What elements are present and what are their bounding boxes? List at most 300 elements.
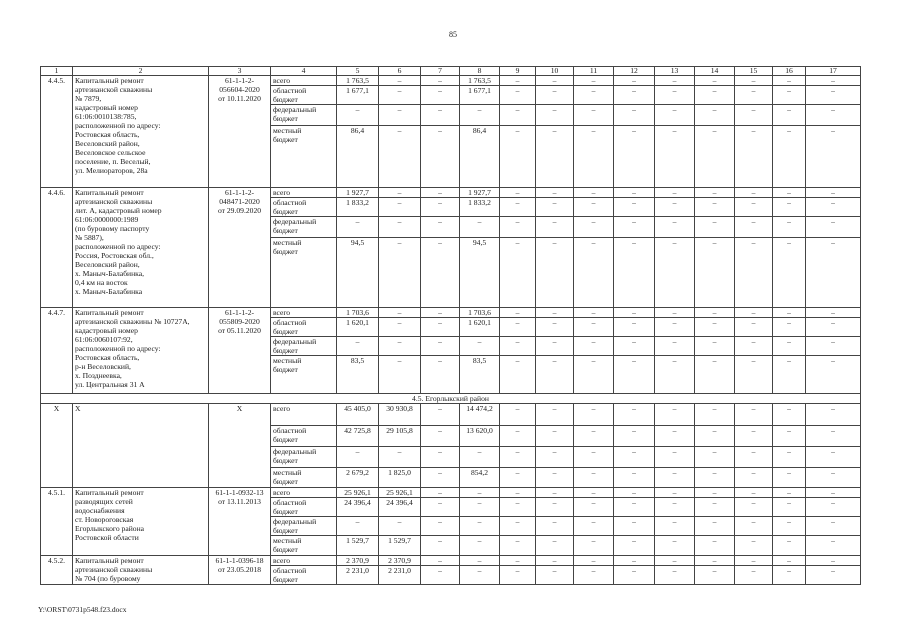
amount-cell: – [500, 198, 536, 217]
amount-cell: 1 833,2 [460, 198, 500, 217]
column-number: 8 [460, 67, 500, 76]
amount-cell: – [500, 566, 536, 585]
amount-cell: – [500, 105, 536, 126]
column-number: 3 [209, 67, 271, 76]
amount-cell: – [379, 188, 421, 198]
amount-cell: – [614, 488, 655, 498]
column-number-row [41, 67, 861, 76]
amount-cell: – [695, 536, 735, 556]
amount-cell: 13 620,0 [460, 426, 500, 447]
amount-cell: – [421, 217, 460, 238]
budget-table [40, 66, 861, 585]
amount-cell: – [773, 126, 806, 188]
amount-cell: – [536, 238, 574, 308]
amount-cell: – [655, 198, 695, 217]
amount-cell: 2 370,9 [337, 556, 379, 566]
item-number: 4.4.6. [41, 188, 73, 308]
table-row [41, 188, 861, 198]
amount-cell: – [500, 356, 536, 394]
amount-cell: 45 405,0 [337, 404, 379, 426]
amount-cell: – [655, 318, 695, 337]
amount-cell: 1 703,6 [337, 308, 379, 318]
amount-cell: – [536, 468, 574, 488]
amount-cell: – [806, 76, 861, 86]
amount-cell: 1 677,1 [460, 86, 500, 105]
object-name: Капитальный ремонт разводящих сетей водоснабжения ст. Новороговская Егорлыкского района Ростовской области [73, 488, 209, 556]
item-number: 4.5.2. [41, 556, 73, 585]
amount-cell: – [421, 447, 460, 468]
amount-cell: – [379, 308, 421, 318]
amount-cell: – [574, 556, 614, 566]
amount-cell: 2 231,0 [379, 566, 421, 585]
amount-cell: – [574, 536, 614, 556]
amount-cell: – [536, 105, 574, 126]
amount-cell: – [735, 238, 773, 308]
amount-cell: – [695, 188, 735, 198]
amount-cell: – [379, 76, 421, 86]
amount-cell: – [806, 447, 861, 468]
amount-cell: – [421, 318, 460, 337]
amount-cell: – [806, 126, 861, 188]
amount-cell: 1 825,0 [379, 468, 421, 488]
amount-cell: – [574, 337, 614, 356]
amount-cell: – [614, 468, 655, 488]
document-number: 61-1-1-2- 048471-2020 от 29.09.2020 [209, 188, 271, 308]
amount-cell: – [655, 76, 695, 86]
amount-cell: 94,5 [337, 238, 379, 308]
amount-cell: – [536, 447, 574, 468]
amount-cell: – [695, 238, 735, 308]
amount-cell: – [574, 517, 614, 536]
amount-cell: – [695, 318, 735, 337]
amount-cell: – [695, 76, 735, 86]
amount-cell: – [536, 318, 574, 337]
table-row [41, 404, 861, 426]
funding-source: местный бюджет [271, 238, 337, 308]
amount-cell: – [735, 126, 773, 188]
amount-cell: 42 725,8 [337, 426, 379, 447]
amount-cell: – [655, 308, 695, 318]
amount-cell: – [574, 86, 614, 105]
amount-cell: – [773, 198, 806, 217]
amount-cell: – [536, 126, 574, 188]
amount-cell: – [574, 238, 614, 308]
amount-cell: – [574, 198, 614, 217]
amount-cell: – [500, 126, 536, 188]
column-number: 16 [773, 67, 806, 76]
amount-cell: – [695, 566, 735, 585]
amount-cell: – [655, 86, 695, 105]
amount-cell: 1 763,5 [337, 76, 379, 86]
amount-cell: – [735, 426, 773, 447]
amount-cell: 1 620,1 [460, 318, 500, 337]
amount-cell: – [695, 308, 735, 318]
amount-cell: – [421, 238, 460, 308]
amount-cell: 1 833,2 [337, 198, 379, 217]
amount-cell: 25 926,1 [337, 488, 379, 498]
amount-cell: – [379, 238, 421, 308]
amount-cell: 1 763,5 [460, 76, 500, 86]
amount-cell: 86,4 [460, 126, 500, 188]
amount-cell: – [806, 198, 861, 217]
amount-cell: – [773, 238, 806, 308]
amount-cell: – [773, 217, 806, 238]
amount-cell: – [421, 188, 460, 198]
amount-cell: – [735, 488, 773, 498]
amount-cell: – [379, 356, 421, 394]
amount-cell: – [614, 404, 655, 426]
amount-cell: – [379, 105, 421, 126]
amount-cell: 83,5 [460, 356, 500, 394]
amount-cell: – [655, 498, 695, 517]
amount-cell: – [735, 536, 773, 556]
amount-cell: – [806, 308, 861, 318]
amount-cell: – [614, 556, 655, 566]
amount-cell: – [536, 337, 574, 356]
amount-cell: – [574, 126, 614, 188]
funding-source: федеральный бюджет [271, 217, 337, 238]
amount-cell: – [655, 356, 695, 394]
footer-file-path: Y:\ORST\0731p548.f23.docx [38, 605, 127, 614]
amount-cell: – [773, 337, 806, 356]
amount-cell: – [773, 556, 806, 566]
amount-cell: – [695, 556, 735, 566]
amount-cell: – [695, 468, 735, 488]
amount-cell: – [460, 556, 500, 566]
item-number: 4.5.1. [41, 488, 73, 556]
object-name: Капитальный ремонт артезианской скважины № 704 (по буровому [73, 556, 209, 585]
amount-cell: – [536, 86, 574, 105]
amount-cell: – [460, 517, 500, 536]
column-number: 12 [614, 67, 655, 76]
amount-cell: 24 396,4 [337, 498, 379, 517]
amount-cell: – [773, 76, 806, 86]
amount-cell: – [735, 566, 773, 585]
amount-cell: – [735, 356, 773, 394]
amount-cell: 1 927,7 [337, 188, 379, 198]
amount-cell: – [806, 105, 861, 126]
amount-cell: – [536, 188, 574, 198]
amount-cell: – [421, 566, 460, 585]
amount-cell: – [574, 217, 614, 238]
amount-cell: – [421, 126, 460, 188]
object-name: Капитальный ремонт артезианской скважины № 10727А, кадастровый номер 61:06:0060107:92, расположенной по адресу: Ростовская область, р-н Веселовский, х. Позднеевка, ул. Центральная 31 А [73, 308, 209, 394]
amount-cell: – [773, 447, 806, 468]
amount-cell: – [421, 76, 460, 86]
amount-cell: – [735, 86, 773, 105]
amount-cell: 1 620,1 [337, 318, 379, 337]
funding-source: областной бюджет [271, 198, 337, 217]
amount-cell: – [806, 356, 861, 394]
document-number: 61-1-1-2- 055809-2020 от 05.11.2020 [209, 308, 271, 394]
amount-cell: – [614, 566, 655, 585]
amount-cell: – [421, 517, 460, 536]
amount-cell: – [500, 468, 536, 488]
amount-cell: – [695, 426, 735, 447]
funding-source: областной бюджет [271, 426, 337, 447]
amount-cell: – [773, 536, 806, 556]
amount-cell: 1 703,6 [460, 308, 500, 318]
amount-cell: – [379, 517, 421, 536]
object-name: Капитальный ремонт артезианской скважины лит. А, кадастровый номер 61:06:0000000:1989 (по буровому паспорту № 5887), расположенной по адресу: Россия, Ростовская обл., Веселовский район, х. Маныч-Балабинка, 0,4 км на восток х. Маныч-Балабинка [73, 188, 209, 308]
amount-cell: – [574, 188, 614, 198]
amount-cell: – [614, 517, 655, 536]
amount-cell: – [536, 426, 574, 447]
amount-cell: – [695, 105, 735, 126]
item-number: 4.4.7. [41, 308, 73, 394]
column-number: 13 [655, 67, 695, 76]
amount-cell: – [806, 517, 861, 536]
amount-cell: – [735, 498, 773, 517]
amount-cell: – [773, 517, 806, 536]
amount-cell: – [614, 308, 655, 318]
amount-cell: – [773, 404, 806, 426]
column-number: 15 [735, 67, 773, 76]
amount-cell: – [421, 498, 460, 517]
amount-cell: – [695, 488, 735, 498]
amount-cell: – [574, 308, 614, 318]
amount-cell: – [614, 356, 655, 394]
amount-cell: – [500, 447, 536, 468]
object-name: Х [73, 404, 209, 488]
amount-cell: – [460, 217, 500, 238]
amount-cell: – [655, 238, 695, 308]
funding-source: федеральный бюджет [271, 447, 337, 468]
item-number: 4.4.5. [41, 76, 73, 188]
amount-cell: – [614, 318, 655, 337]
amount-cell: – [379, 198, 421, 217]
column-number: 17 [806, 67, 861, 76]
amount-cell: – [695, 337, 735, 356]
item-number: Х [41, 404, 73, 488]
amount-cell: – [773, 308, 806, 318]
amount-cell: – [614, 217, 655, 238]
amount-cell: – [421, 404, 460, 426]
amount-cell: – [574, 105, 614, 126]
amount-cell: – [773, 318, 806, 337]
amount-cell: – [460, 566, 500, 585]
amount-cell: – [735, 318, 773, 337]
amount-cell: – [421, 536, 460, 556]
funding-source: всего [271, 308, 337, 318]
amount-cell: – [379, 126, 421, 188]
funding-source: всего [271, 556, 337, 566]
amount-cell: – [614, 198, 655, 217]
amount-cell: – [614, 126, 655, 188]
amount-cell: – [695, 356, 735, 394]
funding-source: всего [271, 488, 337, 498]
amount-cell: – [337, 337, 379, 356]
amount-cell: – [421, 105, 460, 126]
table-row [41, 76, 861, 86]
amount-cell: – [773, 86, 806, 105]
funding-source: всего [271, 188, 337, 198]
amount-cell: – [735, 198, 773, 217]
amount-cell: – [735, 217, 773, 238]
column-number: 1 [41, 67, 73, 76]
amount-cell: – [773, 468, 806, 488]
amount-cell: – [421, 198, 460, 217]
amount-cell: – [536, 356, 574, 394]
column-number: 5 [337, 67, 379, 76]
amount-cell: – [379, 447, 421, 468]
amount-cell: – [460, 536, 500, 556]
funding-source: областной бюджет [271, 566, 337, 585]
amount-cell: – [695, 404, 735, 426]
amount-cell: – [500, 426, 536, 447]
amount-cell: – [536, 308, 574, 318]
amount-cell: – [536, 517, 574, 536]
amount-cell: – [614, 105, 655, 126]
amount-cell: – [500, 488, 536, 498]
amount-cell: – [421, 86, 460, 105]
funding-source: федеральный бюджет [271, 517, 337, 536]
amount-cell: – [773, 566, 806, 585]
amount-cell: 1 677,1 [337, 86, 379, 105]
column-number: 10 [536, 67, 574, 76]
amount-cell: – [574, 426, 614, 447]
amount-cell: – [421, 556, 460, 566]
amount-cell: – [379, 86, 421, 105]
amount-cell: – [337, 105, 379, 126]
amount-cell: – [806, 238, 861, 308]
amount-cell: 1 529,7 [379, 536, 421, 556]
amount-cell: – [806, 86, 861, 105]
amount-cell: – [655, 517, 695, 536]
amount-cell: – [614, 76, 655, 86]
amount-cell: – [806, 217, 861, 238]
column-number: 9 [500, 67, 536, 76]
amount-cell: – [695, 498, 735, 517]
amount-cell: – [806, 536, 861, 556]
amount-cell: – [655, 126, 695, 188]
amount-cell: – [735, 468, 773, 488]
funding-source: федеральный бюджет [271, 105, 337, 126]
amount-cell: – [806, 488, 861, 498]
amount-cell: – [735, 76, 773, 86]
amount-cell: – [574, 447, 614, 468]
amount-cell: – [695, 517, 735, 536]
amount-cell: – [773, 105, 806, 126]
amount-cell: – [500, 188, 536, 198]
amount-cell: – [574, 318, 614, 337]
amount-cell: – [806, 337, 861, 356]
amount-cell: – [655, 536, 695, 556]
amount-cell: – [695, 126, 735, 188]
amount-cell: – [806, 318, 861, 337]
amount-cell: – [735, 517, 773, 536]
amount-cell: – [500, 217, 536, 238]
amount-cell: – [536, 198, 574, 217]
amount-cell: 83,5 [337, 356, 379, 394]
amount-cell: – [536, 217, 574, 238]
amount-cell: – [806, 404, 861, 426]
amount-cell: – [421, 356, 460, 394]
amount-cell: – [655, 556, 695, 566]
column-number: 7 [421, 67, 460, 76]
amount-cell: – [773, 488, 806, 498]
amount-cell: – [421, 337, 460, 356]
amount-cell: – [655, 217, 695, 238]
amount-cell: 30 930,8 [379, 404, 421, 426]
amount-cell: – [773, 498, 806, 517]
amount-cell: – [500, 308, 536, 318]
amount-cell: – [500, 76, 536, 86]
amount-cell: – [500, 556, 536, 566]
amount-cell: – [574, 356, 614, 394]
amount-cell: – [735, 404, 773, 426]
amount-cell: – [421, 488, 460, 498]
amount-cell: – [574, 468, 614, 488]
column-number: 4 [271, 67, 337, 76]
amount-cell: 854,2 [460, 468, 500, 488]
amount-cell: – [574, 566, 614, 585]
amount-cell: – [806, 468, 861, 488]
amount-cell: – [614, 426, 655, 447]
amount-cell: 2 370,9 [379, 556, 421, 566]
amount-cell: – [614, 536, 655, 556]
amount-cell: – [614, 498, 655, 517]
amount-cell: – [500, 517, 536, 536]
funding-source: федеральный бюджет [271, 337, 337, 356]
amount-cell: – [806, 498, 861, 517]
amount-cell: – [500, 238, 536, 308]
funding-source: местный бюджет [271, 468, 337, 488]
amount-cell: – [614, 447, 655, 468]
funding-source: областной бюджет [271, 86, 337, 105]
amount-cell: – [379, 318, 421, 337]
amount-cell: – [614, 337, 655, 356]
amount-cell: – [500, 318, 536, 337]
amount-cell: – [337, 447, 379, 468]
funding-source: местный бюджет [271, 356, 337, 394]
amount-cell: – [536, 404, 574, 426]
amount-cell: 1 529,7 [337, 536, 379, 556]
amount-cell: – [460, 337, 500, 356]
amount-cell: – [773, 188, 806, 198]
amount-cell: 94,5 [460, 238, 500, 308]
funding-source: всего [271, 404, 337, 426]
amount-cell: – [614, 188, 655, 198]
amount-cell: – [655, 426, 695, 447]
amount-cell: – [536, 556, 574, 566]
amount-cell: – [735, 556, 773, 566]
amount-cell: – [655, 105, 695, 126]
amount-cell: – [337, 517, 379, 536]
amount-cell: – [574, 488, 614, 498]
funding-source: местный бюджет [271, 536, 337, 556]
amount-cell: – [655, 337, 695, 356]
column-number: 14 [695, 67, 735, 76]
funding-source: областной бюджет [271, 318, 337, 337]
amount-cell: – [460, 447, 500, 468]
table-row [41, 308, 861, 318]
amount-cell: 29 105,8 [379, 426, 421, 447]
amount-cell: 14 474,2 [460, 404, 500, 426]
table-row [41, 488, 861, 498]
amount-cell: – [806, 566, 861, 585]
funding-source: местный бюджет [271, 126, 337, 188]
amount-cell: 25 926,1 [379, 488, 421, 498]
amount-cell: – [655, 404, 695, 426]
amount-cell: – [500, 86, 536, 105]
column-number: 11 [574, 67, 614, 76]
amount-cell: – [574, 498, 614, 517]
amount-cell: – [536, 536, 574, 556]
amount-cell: – [655, 468, 695, 488]
amount-cell: – [655, 447, 695, 468]
amount-cell: – [574, 404, 614, 426]
